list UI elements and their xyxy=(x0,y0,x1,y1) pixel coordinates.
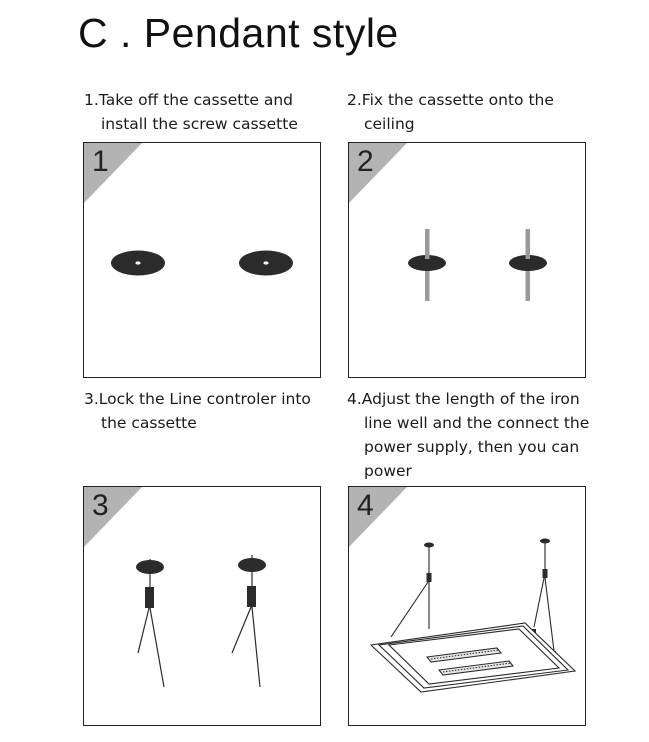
step-1-caption-line-2: install the screw cassette xyxy=(101,115,298,133)
screw-cassette-left xyxy=(111,251,165,276)
step-1-panel xyxy=(83,142,321,378)
step-4-caption xyxy=(347,387,589,483)
step-3-caption-line-1: 3.Lock the Line controler into xyxy=(84,390,311,408)
step-4-caption-line-2: line well and the connect the xyxy=(364,414,590,432)
pendant-suspension-left xyxy=(391,543,434,638)
screw-cassette-right xyxy=(239,251,293,276)
step-4-illustration xyxy=(349,487,585,725)
step-1-number: 1 xyxy=(92,145,109,178)
line-controller-right xyxy=(232,555,266,687)
step-4-caption-line-3: power supply, then you can xyxy=(364,438,580,456)
step-4-caption-line-4: power xyxy=(364,462,412,480)
step-2-number: 2 xyxy=(357,145,374,178)
step-2-panel xyxy=(348,142,586,378)
step-3-number: 3 xyxy=(92,489,109,522)
step-3-caption xyxy=(84,387,311,435)
led-panel-light xyxy=(371,623,575,692)
step-3-panel xyxy=(83,486,321,726)
step-2-caption xyxy=(347,88,554,136)
step-1-caption-line-1: 1.Take off the cassette and xyxy=(84,91,294,109)
ceiling-cassette-right xyxy=(509,229,547,301)
step-2-illustration xyxy=(349,143,585,377)
step-1-caption xyxy=(84,88,298,136)
line-controller-left xyxy=(136,559,164,687)
step-2-caption-line-1: 2.Fix the cassette onto the xyxy=(347,91,554,109)
page-title: C . Pendant style xyxy=(78,10,399,56)
step-4-number: 4 xyxy=(357,489,374,522)
step-1-illustration xyxy=(84,143,320,377)
step-2-caption-line-2: ceiling xyxy=(364,115,415,133)
step-4-caption-line-1: 4.Adjust the length of the iron xyxy=(347,390,580,408)
step-3-illustration xyxy=(84,487,320,725)
step-4-panel xyxy=(348,486,586,726)
step-3-caption-line-2: the cassette xyxy=(101,414,197,432)
ceiling-cassette-left xyxy=(408,229,446,301)
